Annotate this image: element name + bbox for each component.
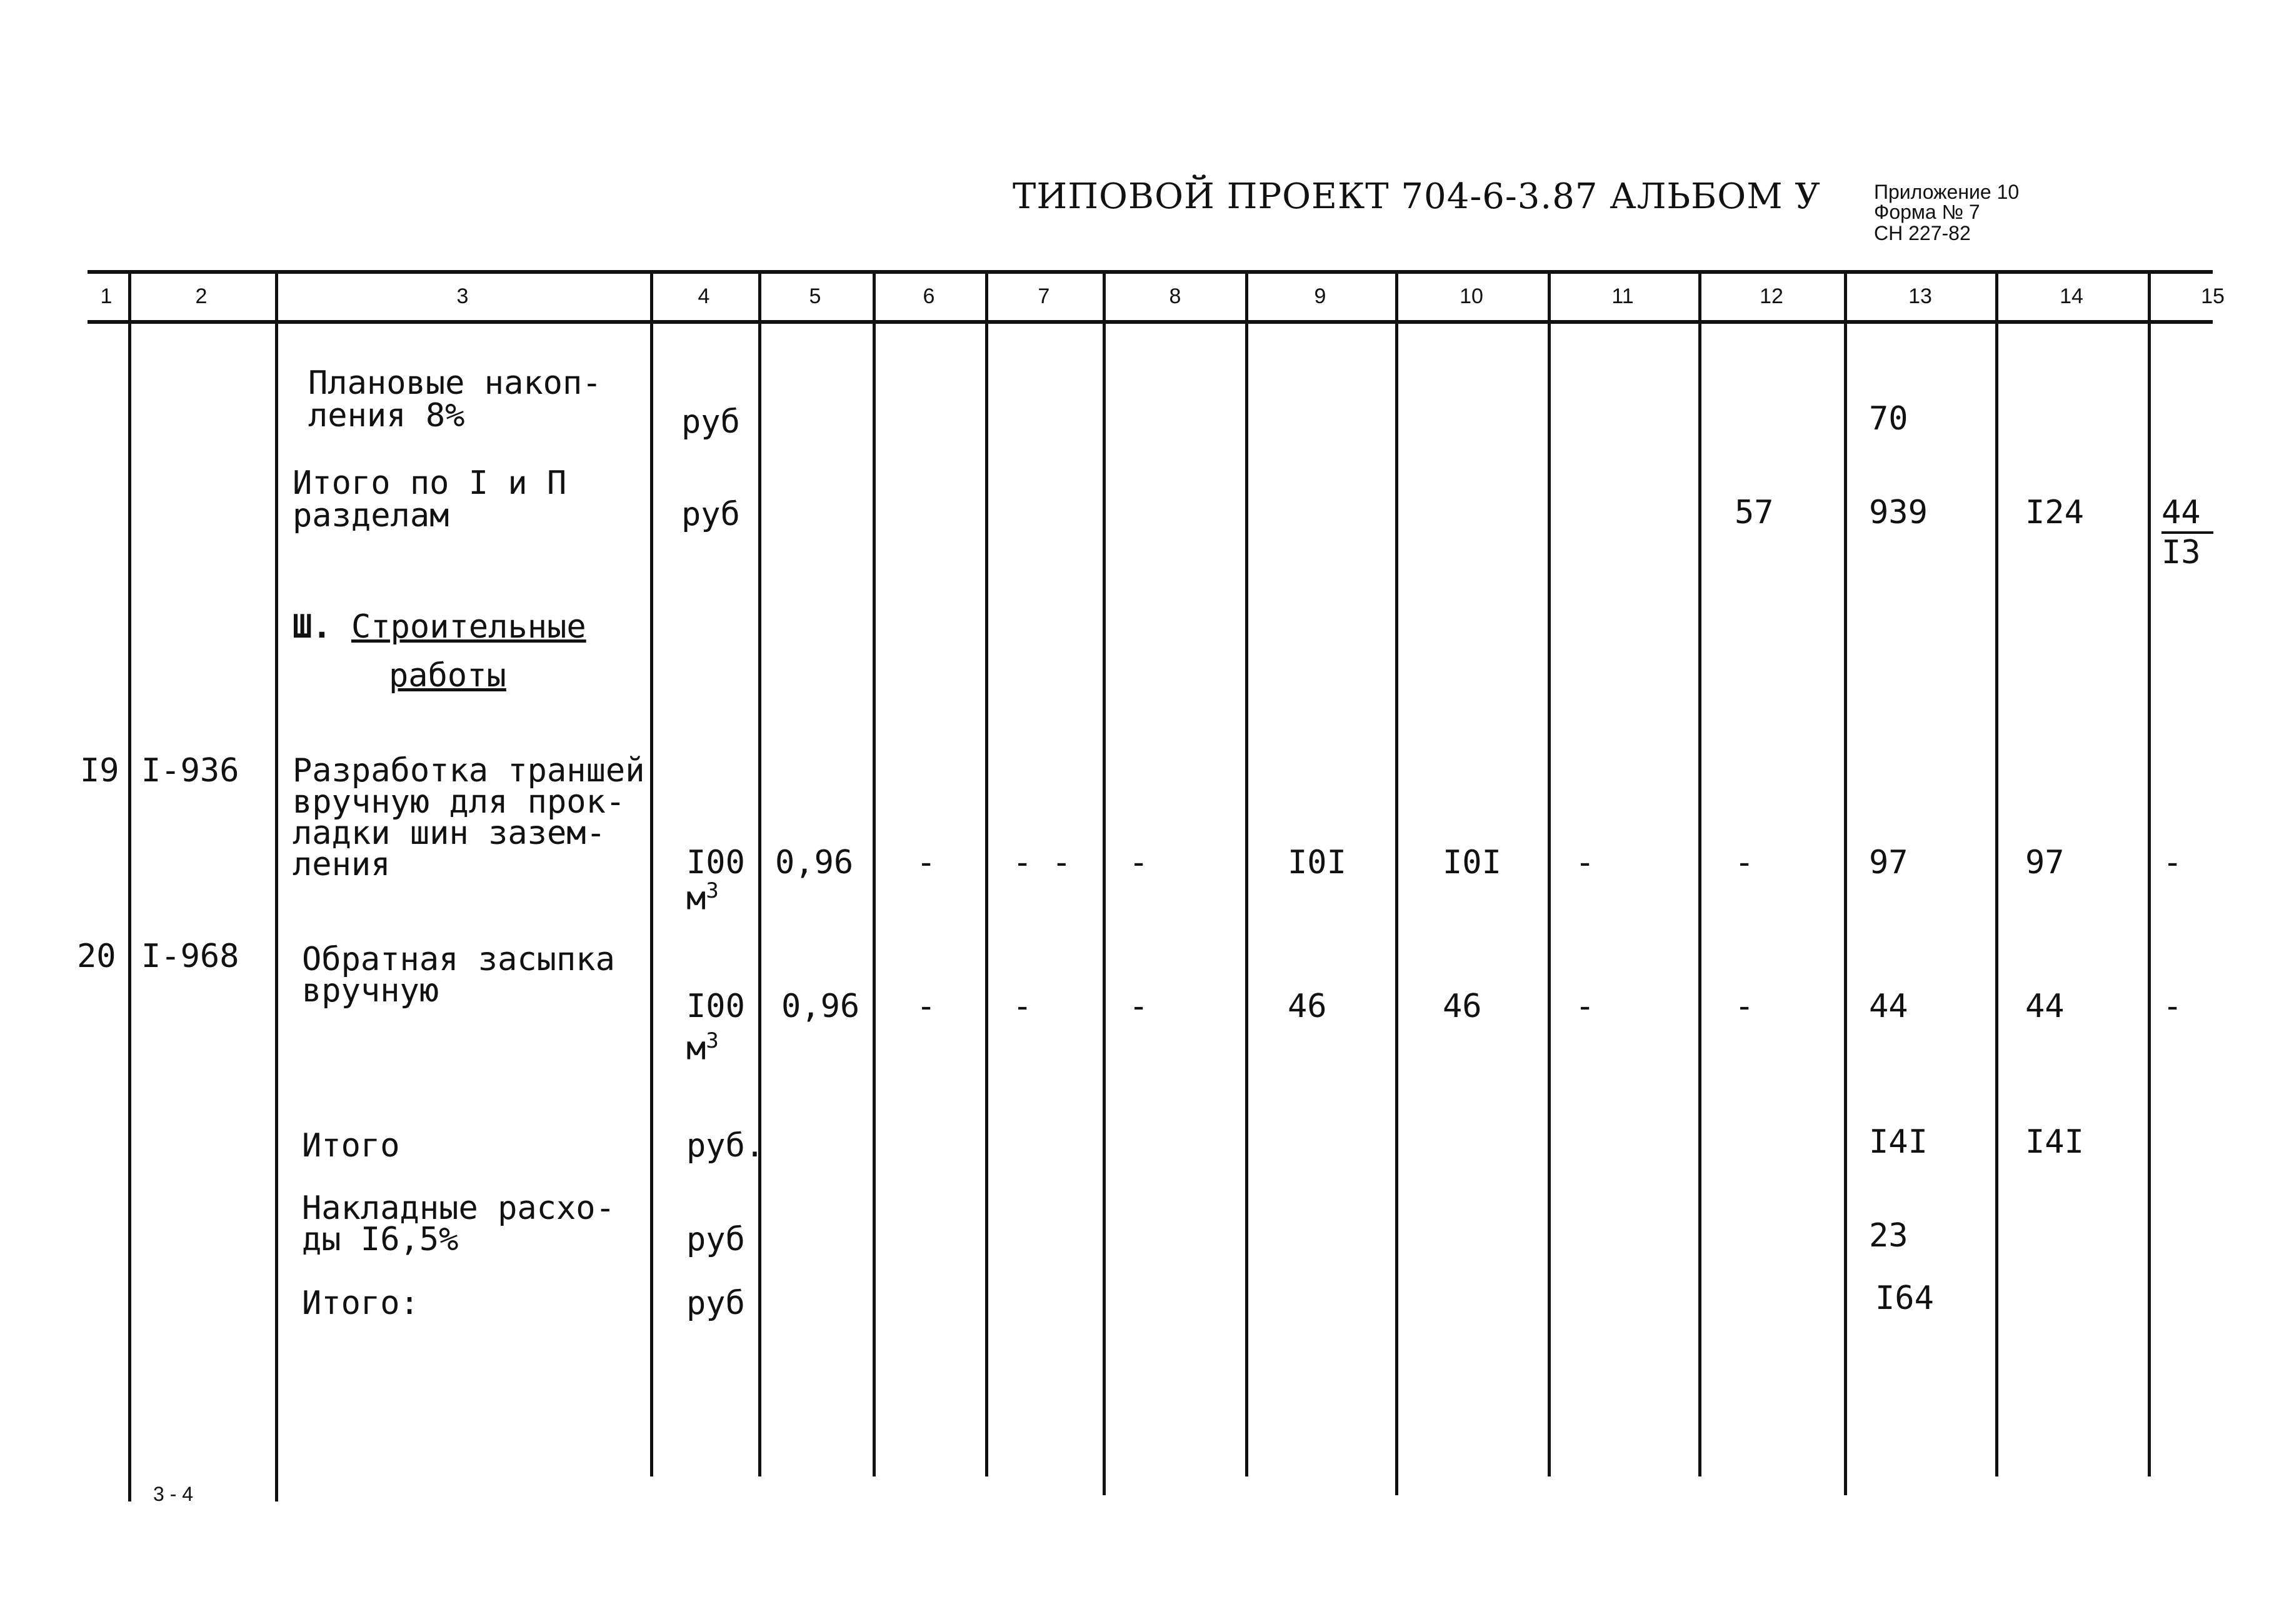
- planned-name-line1: Плановые накоп-: [308, 364, 602, 402]
- row20-col6: -: [916, 988, 936, 1025]
- total12-name-line1: Итого по I и П: [293, 464, 567, 502]
- table-top-rule: [88, 270, 2213, 274]
- row19-col12: -: [1735, 844, 1755, 881]
- overhead-col13: 23: [1869, 1217, 1908, 1255]
- row20-code: I-968: [141, 938, 239, 975]
- row19-col7: - -: [1013, 844, 1071, 881]
- row19-col9: I0I: [1288, 844, 1346, 881]
- row20-col9: 46: [1288, 988, 1327, 1025]
- col-header-9: 9: [1314, 284, 1326, 308]
- col-header-2: 2: [195, 284, 208, 308]
- norm-label: СН 227-82: [1874, 222, 1971, 244]
- header-bottom-rule: [88, 320, 2213, 324]
- col-header-15: 15: [2201, 284, 2225, 308]
- row19-col6: -: [916, 844, 936, 881]
- row19-name-line2: вручную для прок-: [293, 783, 626, 821]
- total12-col15-top: 44: [2161, 494, 2213, 534]
- total12-name-line2: разделам: [293, 497, 449, 534]
- document-title: ТИПОВОЙ ПРОЕКТ 704-6-3.87 АЛЬБОМ У: [1013, 176, 1821, 217]
- col-divider: [758, 270, 761, 1476]
- row20-col12: -: [1735, 988, 1755, 1025]
- subtotal-unit: руб.: [686, 1127, 765, 1165]
- total-unit: руб: [686, 1285, 745, 1322]
- overhead-unit: руб: [686, 1221, 745, 1258]
- planned-col13: 70: [1869, 400, 1908, 438]
- col-header-8: 8: [1169, 284, 1181, 308]
- planned-unit: руб: [681, 403, 740, 441]
- col-header-5: 5: [809, 284, 821, 308]
- row19-name-line4: ления: [293, 846, 391, 883]
- row19-col15: -: [2163, 844, 2183, 881]
- row19-col5: 0,96: [775, 844, 854, 881]
- row20-col13: 44: [1869, 988, 1908, 1025]
- col-divider: [128, 270, 131, 1501]
- col-header-13: 13: [1908, 284, 1932, 308]
- col-divider: [1245, 270, 1248, 1476]
- row20-col14: 44: [2025, 988, 2065, 1025]
- row19-unit2-sup: 3: [706, 878, 719, 903]
- total12-col15-fraction: [2161, 494, 2213, 571]
- col-divider: [1844, 270, 1847, 1495]
- col-header-7: 7: [1038, 284, 1050, 308]
- row20-col5: 0,96: [781, 988, 860, 1025]
- col-header-10: 10: [1460, 284, 1483, 308]
- subtotal-name: Итого: [302, 1127, 400, 1165]
- row20-name-line1: Обратная засыпка: [302, 941, 615, 978]
- total12-col15-bottom: I3: [2161, 534, 2201, 571]
- row19-number: I9: [80, 752, 119, 789]
- section3-title-line2: работы: [389, 657, 506, 694]
- col-header-14: 14: [2060, 284, 2083, 308]
- row20-col15: -: [2163, 988, 2183, 1025]
- col-header-3: 3: [456, 284, 469, 308]
- section3-numeral: Ш.: [293, 608, 332, 646]
- row20-col11: -: [1575, 988, 1595, 1025]
- col-divider: [873, 270, 876, 1476]
- total12-col13: 939: [1869, 494, 1928, 531]
- section3-title-line1: Строительные: [351, 608, 586, 646]
- col-divider: [650, 270, 653, 1476]
- col-header-11: 11: [1611, 284, 1634, 308]
- row20-unit2-base: м: [686, 1030, 706, 1068]
- planned-name-line2: ления 8%: [308, 397, 465, 434]
- row19-unit2: [686, 875, 719, 918]
- row19-name-line3: ладки шин зазем-: [293, 815, 606, 852]
- row19-name-line1: Разработка траншей: [293, 752, 645, 789]
- col-divider: [1103, 270, 1106, 1495]
- overhead-name-line2: ды I6,5%: [302, 1221, 459, 1258]
- col-divider: [1698, 270, 1701, 1476]
- row20-number: 20: [77, 938, 116, 975]
- col-divider: [2148, 270, 2151, 1476]
- col-header-1: 1: [100, 284, 113, 308]
- col-header-4: 4: [698, 284, 710, 308]
- page-number: 3 - 4: [153, 1483, 194, 1505]
- total12-unit: руб: [681, 496, 740, 533]
- row20-col10: 46: [1443, 988, 1482, 1025]
- overhead-name-line1: Накладные расхо-: [302, 1190, 615, 1227]
- row19-col14: 97: [2025, 844, 2065, 881]
- total12-col12: 57: [1735, 494, 1774, 531]
- total-col13: I64: [1875, 1280, 1934, 1317]
- row19-col10: I0I: [1443, 844, 1501, 881]
- appendix-label: Приложение 10: [1874, 181, 2020, 203]
- form-label: Форма № 7: [1874, 201, 1980, 223]
- subtotal-col13: I4I: [1869, 1123, 1928, 1161]
- total12-col14: I24: [2025, 494, 2084, 531]
- row19-col11: -: [1575, 844, 1595, 881]
- row19-col13: 97: [1869, 844, 1908, 881]
- row20-col8: -: [1129, 988, 1149, 1025]
- row19-unit: I00: [686, 844, 745, 881]
- col-divider: [1995, 270, 1998, 1476]
- row20-unit2-sup: 3: [706, 1028, 719, 1053]
- col-divider: [1395, 270, 1398, 1495]
- row20-unit2: [686, 1025, 719, 1068]
- row19-col8: -: [1129, 844, 1149, 881]
- row19-code: I-936: [141, 752, 239, 789]
- col-divider: [985, 270, 988, 1476]
- row20-col7: -: [1013, 988, 1033, 1025]
- col-header-12: 12: [1760, 284, 1783, 308]
- row20-unit: I00: [686, 988, 745, 1025]
- row19-unit2-base: м: [686, 880, 706, 918]
- row20-name-line2: вручную: [302, 972, 439, 1010]
- subtotal-col14: I4I: [2025, 1123, 2084, 1161]
- total-name: Итого:: [302, 1285, 419, 1322]
- col-divider: [1548, 270, 1551, 1476]
- col-header-6: 6: [923, 284, 935, 308]
- col-divider: [275, 270, 278, 1501]
